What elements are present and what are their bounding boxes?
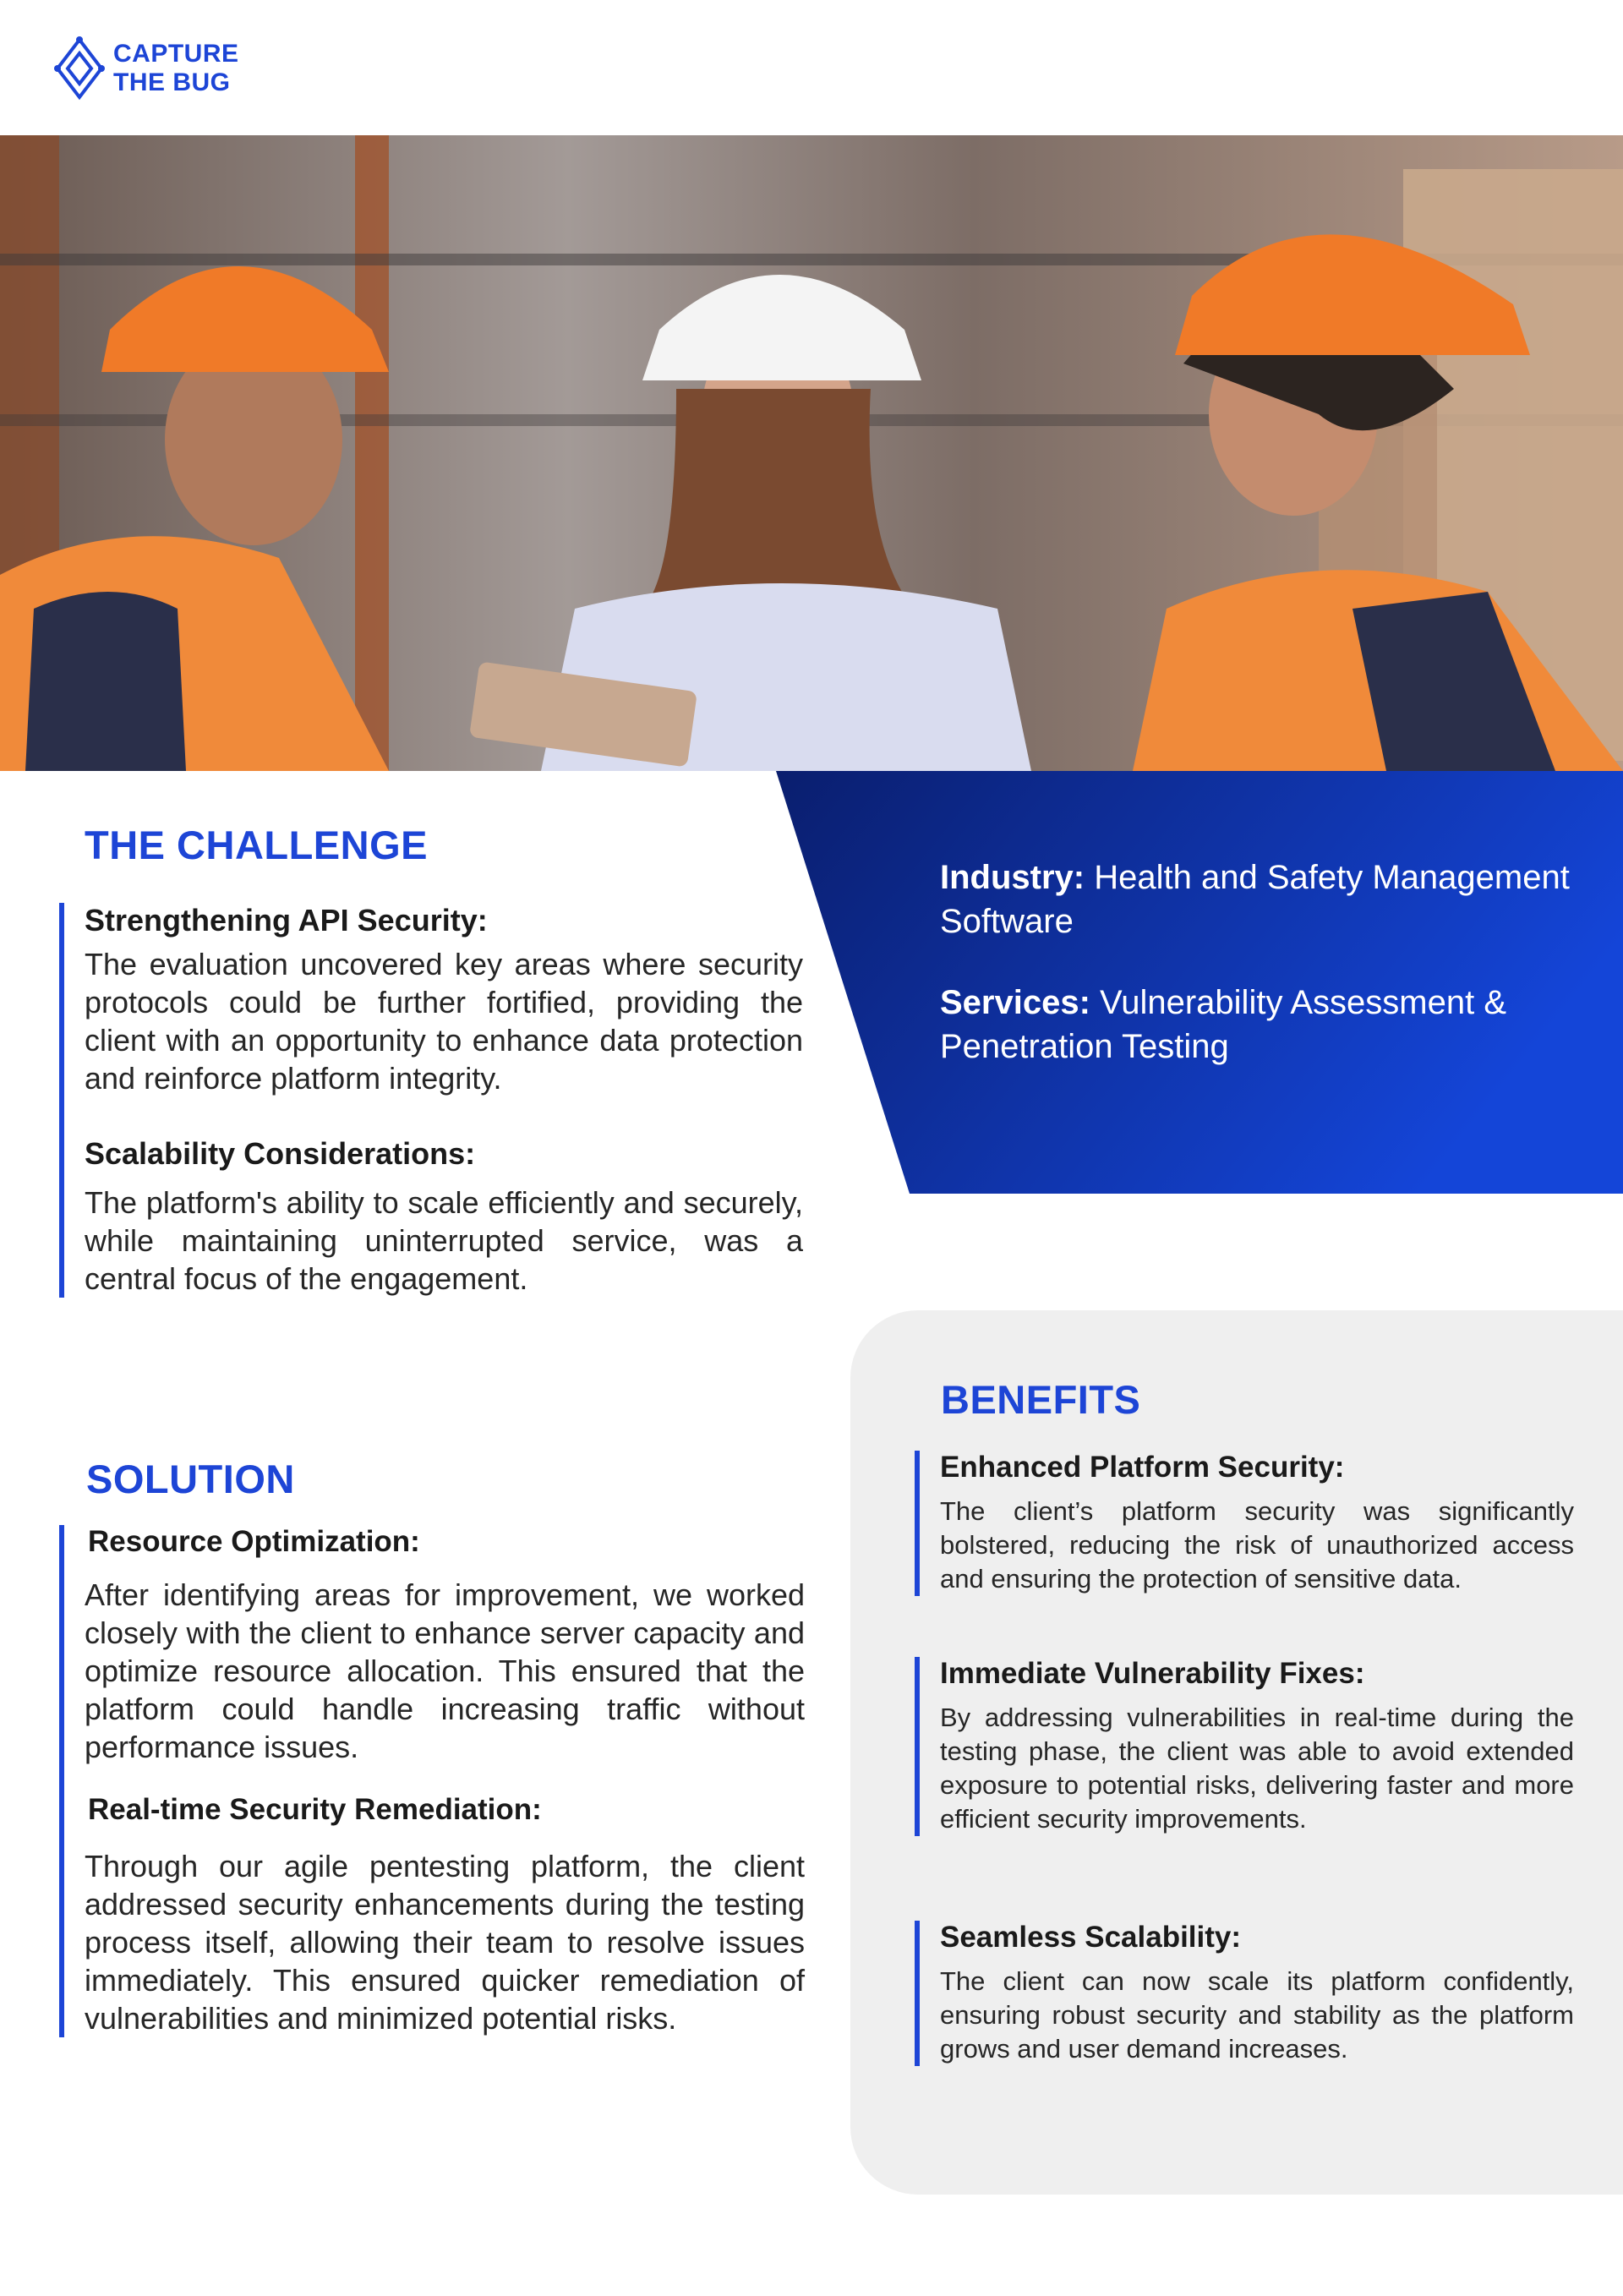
- solution-block: [59, 1525, 805, 2037]
- solution-item-2-text: Through our agile pentesting platform, the client addressed security enhancements during the testing process itself, allowing their team to resolve issues immediately. This ensured quicker remediation of vulnerabilities and minimized potential risks.: [85, 1849, 805, 2036]
- industry-label: Industry:: [940, 859, 1085, 896]
- industry-value: Health and Safety Management Software: [940, 859, 1570, 940]
- services-line: [940, 981, 1582, 1069]
- industry-line: [940, 856, 1582, 943]
- logo-line-2: THE BUG: [113, 68, 231, 96]
- services-value: Vulnerability Assessment & Penetration Testing: [940, 984, 1506, 1065]
- benefit-1-heading: Enhanced Platform Security:: [940, 1451, 1345, 1484]
- challenge-title: THE CHALLENGE: [85, 823, 428, 867]
- benefit-3: [915, 1921, 1574, 2066]
- benefit-2-heading: Immediate Vulnerability Fixes:: [940, 1657, 1365, 1690]
- challenge-item-2-heading: Scalability Considerations:: [85, 1136, 476, 1171]
- logo-line-1: CAPTURE: [113, 40, 239, 68]
- solution-item-1-heading: Resource Optimization:: [88, 1525, 420, 1558]
- solution-item-1-text: After identifying areas for improvement, we worked closely with the client to enhance server capacity and optimize resource allocation. This ensured that the platform could handle increasing traffic without performance issues.: [85, 1577, 805, 1764]
- benefit-2-text: By addressing vulnerabilities in real-time during the testing phase, the client was able to avoid extended exposure to potential risks, delivering faster and more efficient security improvements.: [940, 1703, 1574, 1834]
- benefit-1: [915, 1451, 1574, 1596]
- benefit-1-text: The client’s platform security was significantly bolstered, reducing the risk of unauthorized access and ensuring the protection of sensitive data.: [940, 1496, 1574, 1594]
- challenge-item-1-heading: Strengthening API Security:: [85, 903, 488, 938]
- challenge-block: [59, 903, 803, 1298]
- challenge-item-2-text: The platform's ability to scale efficiently and securely, while maintaining uninterrupted service, was a central focus of the engagement.: [85, 1185, 803, 1296]
- project-info: [940, 856, 1582, 1106]
- solution-title: SOLUTION: [86, 1457, 295, 1501]
- benefit-3-heading: Seamless Scalability:: [940, 1921, 1242, 1954]
- solution-item-2-heading: Real-time Security Remediation:: [88, 1793, 542, 1826]
- benefits-title: BENEFITS: [941, 1377, 1141, 1422]
- services-label: Services:: [940, 984, 1090, 1021]
- benefit-2: [915, 1657, 1574, 1836]
- benefit-3-text: The client can now scale its platform confidently, ensuring robust security and stability as the platform grows and user demand increases.: [940, 1966, 1574, 2064]
- challenge-item-1-text: The evaluation uncovered key areas where security protocols could be further fortified, providing the client with an opportunity to enhance data protection and reinforce platform integrity.: [85, 947, 803, 1096]
